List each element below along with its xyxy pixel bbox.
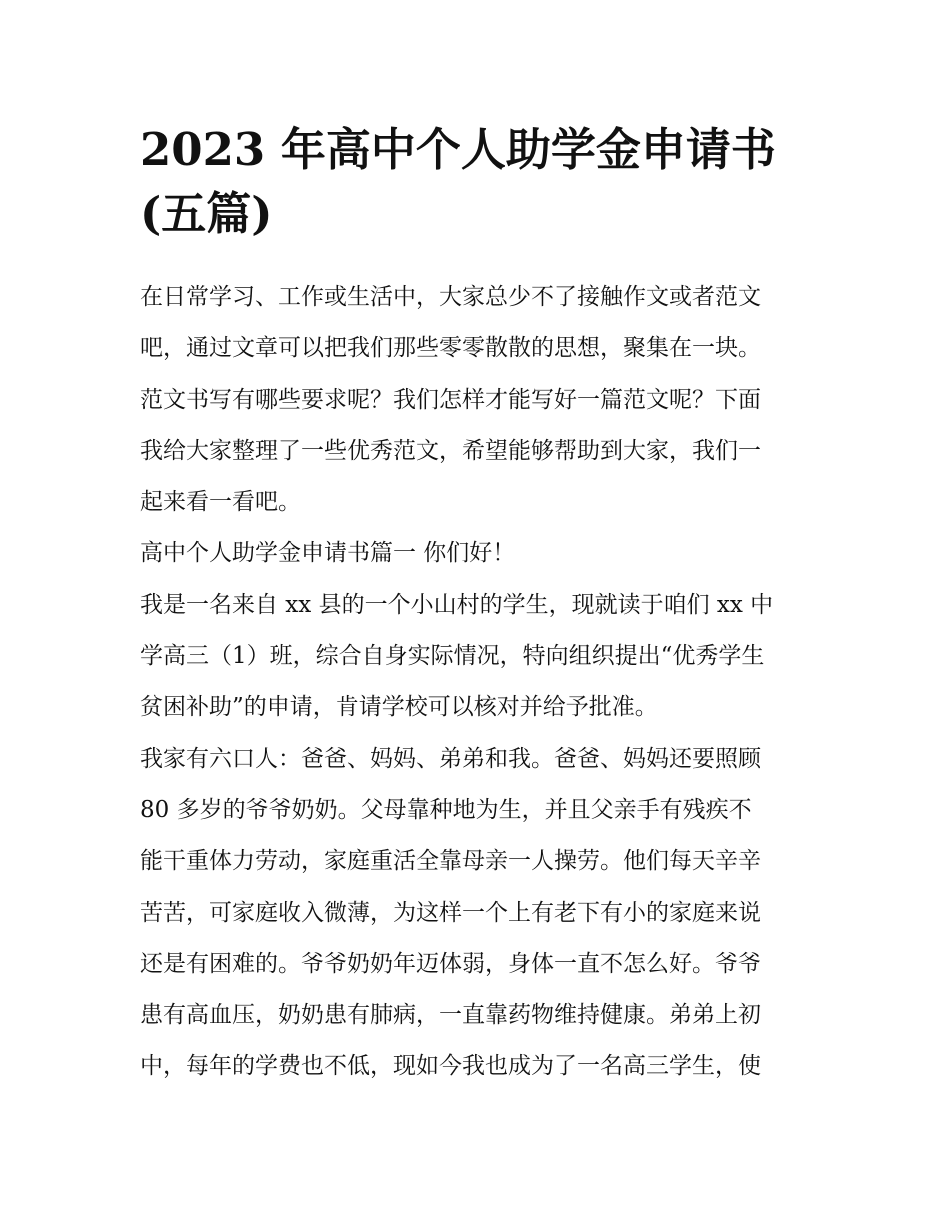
text-line: 能干重体力劳动，家庭重活全靠母亲一人操劳。他们每天辛辛 (140, 848, 761, 875)
text-line: 我是一名来自 xx 县的一个小山村的学生，现就读于咱们 xx 中 (140, 591, 774, 618)
text-line: 苦苦，可家庭收入微薄，为这样一个上有老下有小的家庭来说 (140, 899, 761, 926)
text-line: 学高三（1）班，综合自身实际情况，特向组织提出“优秀学生 (140, 643, 765, 670)
text-line: 还是有困难的。爷爷奶奶年迈体弱，身体一直不怎么好。爷爷 (140, 950, 761, 977)
section-heading-paragraph (140, 528, 812, 579)
text-line: 我家有六口人：爸爸、妈妈、弟弟和我。爸爸、妈妈还要照顾 (140, 745, 761, 772)
text-line: 高中个人助学金申请书篇一 你们好！ (140, 540, 516, 567)
title-line: 2023 年高中个人助学金申请书 (140, 123, 776, 176)
document-title (140, 118, 812, 246)
body-paragraph (140, 734, 812, 1093)
text-line: 吧，通过文章可以把我们那些零零散散的思想，聚集在一块。 (140, 335, 761, 362)
text-line: 在日常学习、工作或生活中，大家总少不了接触作文或者范文 (140, 284, 761, 310)
body-paragraph (140, 580, 812, 734)
title-line: (五篇) (140, 187, 273, 240)
text-line: 我给大家整理了一些优秀范文，希望能够帮助到大家，我们一 (140, 437, 761, 464)
text-line: 患有高血压，奶奶患有肺病，一直靠药物维持健康。弟弟上初 (140, 1002, 761, 1029)
text-line: 贫困补助”的申请，肯请学校可以核对并给予批准。 (140, 694, 658, 721)
document-body (140, 118, 812, 1093)
text-line: 起来看一看吧。 (140, 489, 301, 516)
text-line: 80 多岁的爷爷奶奶。父母靠种地为生，并且父亲手有残疾不 (140, 796, 752, 823)
text-line: 范文书写有哪些要求呢？我们怎样才能写好一篇范文呢？下面 (140, 386, 761, 413)
text-line: 中，每年的学费也不低，现如今我也成为了一名高三学生，使 (140, 1053, 761, 1080)
intro-paragraph (140, 272, 812, 528)
